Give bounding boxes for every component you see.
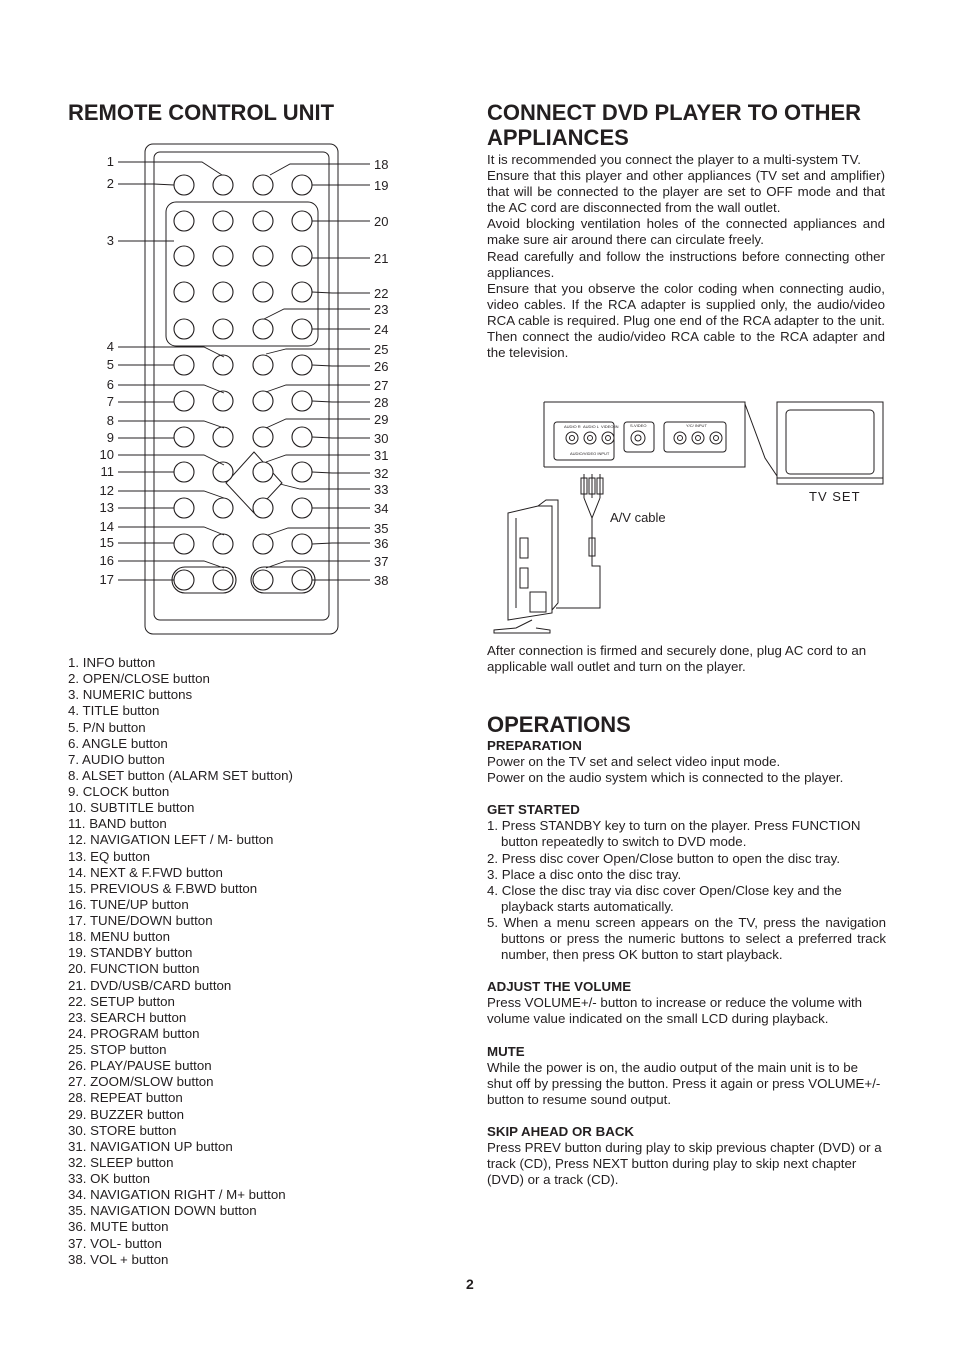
callout-number-right: 18 — [374, 157, 389, 172]
jack-label-video-in: VIDEO IN — [601, 424, 619, 429]
callout-number-right: 29 — [374, 412, 389, 427]
button-legend-item: 14. NEXT & F.FWD button — [68, 864, 223, 880]
remote-button — [174, 391, 194, 411]
callout-line — [118, 162, 222, 175]
remote-button — [253, 462, 273, 482]
remote-button — [292, 534, 312, 554]
remote-button — [292, 355, 312, 375]
callout-number-right: 34 — [374, 501, 389, 516]
mute-heading: MUTE — [487, 1043, 525, 1059]
callout-number-left: 10 — [99, 447, 114, 462]
remote-button — [174, 175, 194, 195]
remote-button — [213, 498, 233, 518]
remote-button — [213, 427, 233, 447]
step-item: 2. Press disc cover Open/Close button to open the disc tray. — [487, 850, 841, 866]
button-legend-item: 4. TITLE button — [68, 703, 160, 719]
callout-number-right: 20 — [374, 214, 389, 229]
volume-heading: ADJUST THE VOLUME — [487, 979, 632, 995]
step-item: 1. Press STANDBY key to turn on the player. Press FUNCTION button repeatedly to switch to DVD mode. — [487, 818, 861, 850]
remote-button — [292, 246, 312, 266]
remote-button — [174, 570, 194, 590]
button-legend-item: 24. PROGRAM button — [68, 1025, 200, 1041]
remote-button — [174, 246, 194, 266]
remote-button — [253, 355, 273, 375]
remote-button — [174, 462, 194, 482]
button-legend-item: 9. CLOCK button — [68, 784, 170, 799]
callout-number-right: 22 — [374, 286, 389, 301]
button-legend-item: 33. OK button — [68, 1171, 151, 1186]
callout-number-right: 21 — [374, 251, 389, 266]
remote-button — [213, 534, 233, 554]
av-cable — [584, 498, 600, 518]
callout-number-left: 3 — [106, 233, 114, 248]
connect-title — [487, 100, 861, 150]
remote-button — [174, 498, 194, 518]
button-legend-item: 32. SLEEP button — [68, 1154, 174, 1170]
jack-label-audio-r: AUDIO R — [564, 424, 581, 429]
button-legend-item: 3. NUMERIC buttons — [68, 687, 193, 703]
step-item: 5. When a menu screen appears on the TV, press the navigation buttons or press the numeric buttons to select a preferred track number, then press OK button to start playback. — [487, 914, 886, 963]
page-number: 2 — [466, 1276, 474, 1292]
connect-paragraph: Avoid blocking ventilation holes of the connected appliances and make sure air around there can circulate freely. — [487, 216, 885, 248]
connect-title-line1: CONNECT DVD PLAYER TO OTHER — [487, 100, 862, 125]
callout-number-left: 17 — [99, 572, 114, 587]
callout-number-right: 31 — [374, 448, 389, 463]
remote-button — [253, 319, 273, 339]
button-legend-list — [68, 655, 408, 1268]
remote-button — [253, 391, 273, 411]
remote-button — [292, 211, 312, 231]
mute-text: While the power is on, the audio output of the main unit is to be shut off by pressing the button. Press it again or press VOLUME+/- button to resume sound output. — [487, 1059, 881, 1107]
button-legend-item: 25. STOP button — [68, 1042, 167, 1057]
callout-number-right: 30 — [374, 431, 389, 446]
remote-button — [253, 211, 273, 231]
button-legend-item: 29. BUZZER button — [68, 1106, 185, 1122]
remote-button — [253, 175, 273, 195]
callout-line — [118, 527, 224, 535]
button-legend-item: 6. ANGLE button — [68, 735, 168, 751]
callout-line — [266, 385, 370, 392]
preparation-line: Power on the audio system which is connected to the player. — [487, 770, 844, 786]
button-legend-item: 11. BAND button — [68, 816, 167, 832]
button-legend-item: 20. FUNCTION button — [68, 961, 200, 977]
callout-number-left: 4 — [106, 339, 114, 354]
callout-number-left: 8 — [106, 413, 114, 428]
callout-line — [118, 347, 224, 357]
volume-text: Press VOLUME+/- button to increase or reduce the volume with volume value indicated on the small LCD during playback. — [487, 995, 863, 1027]
step-item: 4. Close the disc tray via disc cover Open/Close key and the playback starts automatically. — [487, 882, 842, 914]
remote-button — [213, 246, 233, 266]
button-legend-item: 10. SUBTITLE button — [68, 800, 195, 816]
callout-number-left: 11 — [100, 464, 114, 479]
callout-number-left: 1 — [106, 154, 114, 169]
button-legend-item: 13. EQ button — [68, 848, 151, 864]
callout-line — [312, 472, 370, 473]
button-legend-item: 21. DVD/USB/CARD button — [68, 977, 232, 993]
remote-button — [174, 211, 194, 231]
operations-title: OPERATIONS — [487, 712, 631, 737]
operations-section — [487, 738, 886, 1188]
callout-line — [266, 455, 370, 462]
remote-button — [292, 319, 312, 339]
callout-number-right: 36 — [374, 536, 389, 551]
button-legend-item: 26. PLAY/PAUSE button — [68, 1058, 212, 1074]
button-legend-item: 15. PREVIOUS & F.BWD button — [68, 880, 258, 896]
remote-button — [253, 282, 273, 302]
callout-number-left: 12 — [99, 483, 114, 498]
callout-number-right: 35 — [374, 521, 389, 536]
button-legend-item: 36. MUTE button — [68, 1219, 169, 1235]
remote-title: REMOTE CONTROL UNIT — [68, 100, 335, 125]
button-legend-item: 2. OPEN/CLOSE button — [68, 671, 210, 687]
remote-button — [292, 498, 312, 518]
remote-button — [174, 282, 194, 302]
remote-button — [292, 570, 312, 590]
button-legend-item: 7. AUDIO button — [68, 751, 165, 767]
panel-caption: AUDIO/VIDEO INPUT — [570, 451, 610, 456]
button-legend-item: 23. SEARCH button — [68, 1009, 187, 1025]
remote-button — [213, 175, 233, 195]
remote-button — [292, 175, 312, 195]
connect-paragraph: Ensure that you observe the color coding when connecting audio, video cables. If the RCA adapter is supplied only, the audio/video RCA cable is required. Plug one end of the RCA adapter to the unit. Then connect the audio/video RCA cable to the RCA adapter and the television. — [487, 280, 885, 361]
callout-number-right: 32 — [374, 466, 389, 481]
callout-line — [118, 385, 224, 393]
callout-line — [264, 309, 370, 319]
connect-paragraph: Ensure that this player and other appliances (TV set and amplifier) that will be connected to the player are set to OFF mode and that the AC cord are disconnected from the wall outlet. — [487, 168, 885, 216]
callout-line — [118, 184, 174, 185]
callout-number-left: 9 — [106, 430, 114, 445]
callout-number-right: 27 — [374, 378, 389, 393]
button-legend-item: 18. MENU button — [68, 929, 170, 945]
remote-button — [213, 319, 233, 339]
button-legend-item: 31. NAVIGATION UP button — [68, 1138, 233, 1154]
button-legend-item: 12. NAVIGATION LEFT / M- button — [68, 832, 274, 848]
remote-button — [213, 570, 233, 590]
button-legend-item: 37. VOL- button — [68, 1235, 162, 1251]
callout-number-left: 7 — [106, 394, 114, 409]
skip-heading: SKIP AHEAD OR BACK — [487, 1123, 635, 1139]
button-legend-item: 22. SETUP button — [68, 993, 175, 1009]
callout-line — [266, 419, 370, 428]
skip-text: Press PREV button during play to skip previous chapter (DVD) or a track (CD), Press NEXT button during play to skip next chapter (DVD) or a track (CD). — [487, 1139, 882, 1188]
remote-button — [253, 246, 273, 266]
callout-line — [312, 543, 370, 544]
jack-label-audio-l: AUDIO L — [583, 424, 600, 429]
get-started-heading: GET STARTED — [487, 802, 580, 818]
remote-button — [174, 319, 194, 339]
remote-button — [253, 498, 273, 518]
callout-number-left: 2 — [106, 176, 114, 191]
callout-number-right: 38 — [374, 573, 389, 588]
callout-number-right: 24 — [374, 322, 389, 337]
button-legend-item: 34. NAVIGATION RIGHT / M+ button — [68, 1187, 286, 1203]
remote-button — [253, 570, 273, 590]
button-legend-item: 35. NAVIGATION DOWN button — [68, 1203, 257, 1219]
connection-diagram — [486, 398, 896, 638]
callout-number-left: 6 — [106, 377, 114, 392]
remote-button — [292, 427, 312, 447]
jack-label-s-video: S-VIDEO — [630, 423, 647, 428]
preparation-heading: PREPARATION — [487, 738, 582, 753]
callout-line — [280, 484, 370, 489]
callout-number-left: 5 — [106, 357, 114, 372]
connect-paragraph: Read carefully and follow the instructions before connecting other appliances. — [487, 248, 885, 280]
callout-number-left: 14 — [99, 519, 114, 534]
jack-label-yc-input: Y/C/ INPUT — [686, 423, 707, 428]
callout-number-right: 25 — [374, 342, 389, 357]
button-legend-item: 27. ZOOM/SLOW button — [68, 1074, 214, 1090]
callout-number-right: 26 — [374, 359, 389, 374]
callout-line — [118, 491, 224, 498]
callout-number-right: 23 — [374, 302, 389, 317]
remote-button — [292, 282, 312, 302]
button-legend-item: 28. REPEAT button — [68, 1090, 183, 1106]
remote-button — [292, 391, 312, 411]
av-cable-label: A/V cable — [610, 510, 666, 525]
button-legend-item: 17. TUNE/DOWN button — [68, 913, 213, 928]
connect-paragraph: It is recommended you connect the player to a multi-system TV. — [487, 152, 861, 167]
remote-button — [213, 355, 233, 375]
remote-button — [174, 355, 194, 375]
preparation-line: Power on the TV set and select video input mode. — [487, 754, 781, 770]
callout-number-right: 19 — [374, 178, 389, 193]
remote-button — [213, 211, 233, 231]
callout-number-left: 13 — [99, 500, 114, 515]
callout-line — [118, 421, 224, 428]
tv-set-icon — [777, 402, 883, 484]
callout-number-right: 37 — [374, 554, 389, 569]
button-legend-item: 16. TUNE/UP button — [68, 896, 189, 912]
connect-title-line2: APPLIANCES — [487, 125, 629, 150]
button-legend-item: 1. INFO button — [68, 655, 156, 670]
connect-intro — [487, 152, 885, 361]
button-legend-item: 30. STORE button — [68, 1122, 177, 1138]
button-legend-item: 8. ALSET button (ALARM SET button) — [68, 767, 293, 783]
callout-line — [312, 437, 370, 438]
remote-button — [213, 391, 233, 411]
after-connection-text: After connection is firmed and securely done, plug AC cord to an applicable wall outlet and turn on the player. — [487, 643, 867, 675]
button-legend-item: 38. VOL + button — [68, 1251, 169, 1267]
callout-line — [270, 164, 370, 175]
remote-button — [253, 534, 273, 554]
callout-number-left: 16 — [99, 553, 114, 568]
remote-button — [253, 427, 273, 447]
remote-button — [174, 427, 194, 447]
tv-set-label: TV SET — [809, 489, 861, 504]
remote-button — [292, 462, 312, 482]
get-started-steps — [487, 818, 886, 963]
callout-line — [312, 292, 370, 293]
callout-line — [312, 401, 370, 402]
remote-button — [213, 282, 233, 302]
callout-line — [268, 528, 370, 535]
remote-button — [174, 534, 194, 554]
callout-line — [266, 349, 370, 354]
callout-number-left: 15 — [99, 535, 114, 550]
step-item: 3. Place a disc onto the disc tray. — [487, 866, 682, 882]
callout-number-right: 28 — [374, 395, 389, 410]
callout-line — [312, 365, 370, 366]
callout-line — [118, 455, 224, 465]
callout-number-right: 33 — [374, 482, 389, 497]
button-legend-item: 19. STANDBY button — [68, 945, 193, 961]
button-legend-item: 5. P/N button — [68, 719, 146, 735]
